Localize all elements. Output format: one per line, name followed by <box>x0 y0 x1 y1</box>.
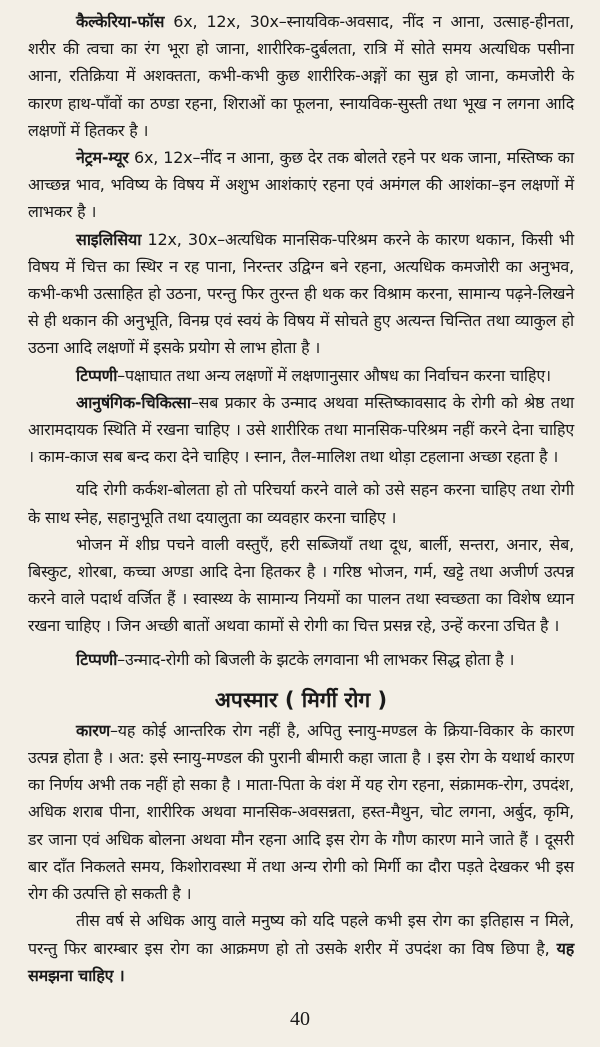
paragraph-text: 6x, 12x–नींद न आना, कुछ देर तक बोलते रहने पर थक जाना, मस्तिष्क का आच्छन्न भाव, भविष्य के विषय में अशुभ आशंकाएं रहना एवं अमंगल की आशंका–इन लक्षणों में लाभकर है । <box>28 148 574 222</box>
paragraph-note-1 <box>28 362 574 389</box>
remedy-name: नेट्रम-म्यूर <box>76 148 129 168</box>
paragraph-diet <box>28 531 574 640</box>
section-label: आनुषंगिक-चिकित्सा <box>76 392 191 412</box>
paragraph-auxiliary-treatment <box>28 389 574 471</box>
paragraph-text: भोजन में शीघ्र पचने वाली वस्तुएँ, हरी सब्जियाँ तथा दूध, बार्ली, सन्तरा, अनार, सेब, बिस्कुट, शोरबा, कच्चा अण्डा आदि देना हितकर है । गरिष्ठ भोजन, गर्म, खट्टे तथा अजीर्ण उत्पन्न करने वाले पदार्थ वर्जित हैं । स्वास्थ्य के सामान्य नियमों का पालन तथा स्वच्छता का विशेष ध्यान रखना चाहिए । जिन अच्छी बातों अथवा कामों से रोगी का चित्त प्रसन्न रहे, उन्हें करना उचित है । <box>28 534 574 636</box>
paragraph-calcarea-phos <box>28 8 574 144</box>
paragraph-silicea <box>28 226 574 362</box>
note-label: टिप्पणी <box>76 365 118 385</box>
paragraph-text: –सब प्रकार के उन्माद अथवा मस्तिष्कावसाद के रोगी को श्रेष्ठ तथा आरामदायक स्थिति में रखना चाहिए । उसे शारीरिक तथा मानसिक-परिश्रम नहीं करने देना चाहिए । काम-काज सब बन्द करा देने चाहिए । स्नान, तैल-मालिश तथा थोड़ा टहलाना अच्छा रहता है । <box>28 392 574 467</box>
paragraph-cause <box>28 717 574 907</box>
paragraph-text: तीस वर्ष से अधिक आयु वाले मनुष्य को यदि पहले कभी इस रोग का इतिहास न मिले, परन्तु फिर बारम्बार इस रोग का आक्रमण हो तो उसके शरीर में उपदंश का विष छिपा है, <box>28 911 574 958</box>
paragraph-age <box>28 907 574 989</box>
paragraph-conclusion: यह समझना चाहिए । <box>28 938 574 985</box>
section-heading: अपस्मार ( मिर्गी रोग ) <box>214 687 388 712</box>
section-label: कारण <box>76 720 110 740</box>
paragraph-text: 6x, 12x, 30x–स्नायविक-अवसाद, नींद न आना, उत्साह-हीनता, शरीर की त्वचा का रंग भूरा हो जाना, शारीरिक-दुर्बलता, रात्रि में सोते समय अत्यधिक पसीना आना, रतिक्रिया में अशक्तता, कभी-कभी कुछ शारीरिक-अङ्गों का सुन्न हो जाना, कमजोरी के कारण हाथ-पाँवों का ठण्डा रहना, शिराओं का फूलना, स्नायविक-सुस्ती तथा भूख न लगना आदि लक्षणों में हितकर है । <box>28 12 574 140</box>
paragraph-text: –पक्षाघात तथा अन्य लक्षणों में लक्षणानुसार औषध का निर्वाचन करना चाहिए। <box>117 365 551 385</box>
paragraph-natrum-mur <box>28 144 574 226</box>
page-number: 40 <box>290 1008 310 1030</box>
paragraph-patient-care <box>28 476 574 530</box>
paragraph-text: –उन्माद-रोगी को बिजली के झटके लगवाना भी लाभकर सिद्ध होता है । <box>117 649 515 669</box>
paragraph-text: 12x, 30x–अत्यधिक मानसिक-परिश्रम करने के कारण थकान, किसी भी विषय में चित्त का स्थिर न रह पाना, निरन्तर उद्विग्न बने रहना, अत्यधिक कमजोरी का अनुभव, कभी-कभी उत्साहित हो उठना, परन्तु फिर तुरन्त ही थक कर विश्राम करना, सामान्य पढ़ने-लिखने से ही थकान की अनुभूति, विनम्र एवं स्वयं के विषय में सोचते हुए अत्यन्त चिन्तित तथा व्याकुल हो उठना आदि लक्षणों में इसके प्रयोग से लाभ होता है । <box>28 229 574 358</box>
book-page <box>28 8 574 989</box>
remedy-name: कैल्केरिया-फॉस <box>76 12 165 31</box>
paragraph-note-2 <box>28 646 574 673</box>
paragraph-text: यदि रोगी कर्कश-बोलता हो तो परिचर्या करने वाले को उसे सहन करना चाहिए तथा रोगी के साथ स्नेह, सहानुभूति तथा दयालुता का व्यवहार करना चाहिए । <box>28 480 574 527</box>
note-label: टिप्पणी <box>76 649 118 669</box>
remedy-name: साइलिसिया <box>76 229 142 249</box>
paragraph-text: –यह कोई आन्तरिक रोग नहीं है, अपितु स्नायु-मण्डल के क्रिया-विकार के कारण उत्पन्न होता है । अत: इसे स्नायु-मण्डल की पुरानी बीमारी कहा जाता है । इस रोग के यथार्थ कारण का निर्णय अभी तक नहीं हो सका है । माता-पिता के वंश में यह रोग रहना, संक्रामक-रोग, उपदंश, अधिक शराब पीना, शारीरिक अथवा मानसिक-अवसन्नता, हस्त-मैथुन, चोट लगना, अर्बुद, कृमि, डर जाना एवं अधिक बोलना अथवा मौन रहना आदि इस रोग के गौण कारण माने जाते हैं । दूसरी बार दाँत निकलते समय, किशोरावस्था में तथा अन्य रोगी को मिर्गी का दौरा पड़ते देखकर भी इस रोग की उत्पत्ति हो सकती है । <box>28 720 574 904</box>
